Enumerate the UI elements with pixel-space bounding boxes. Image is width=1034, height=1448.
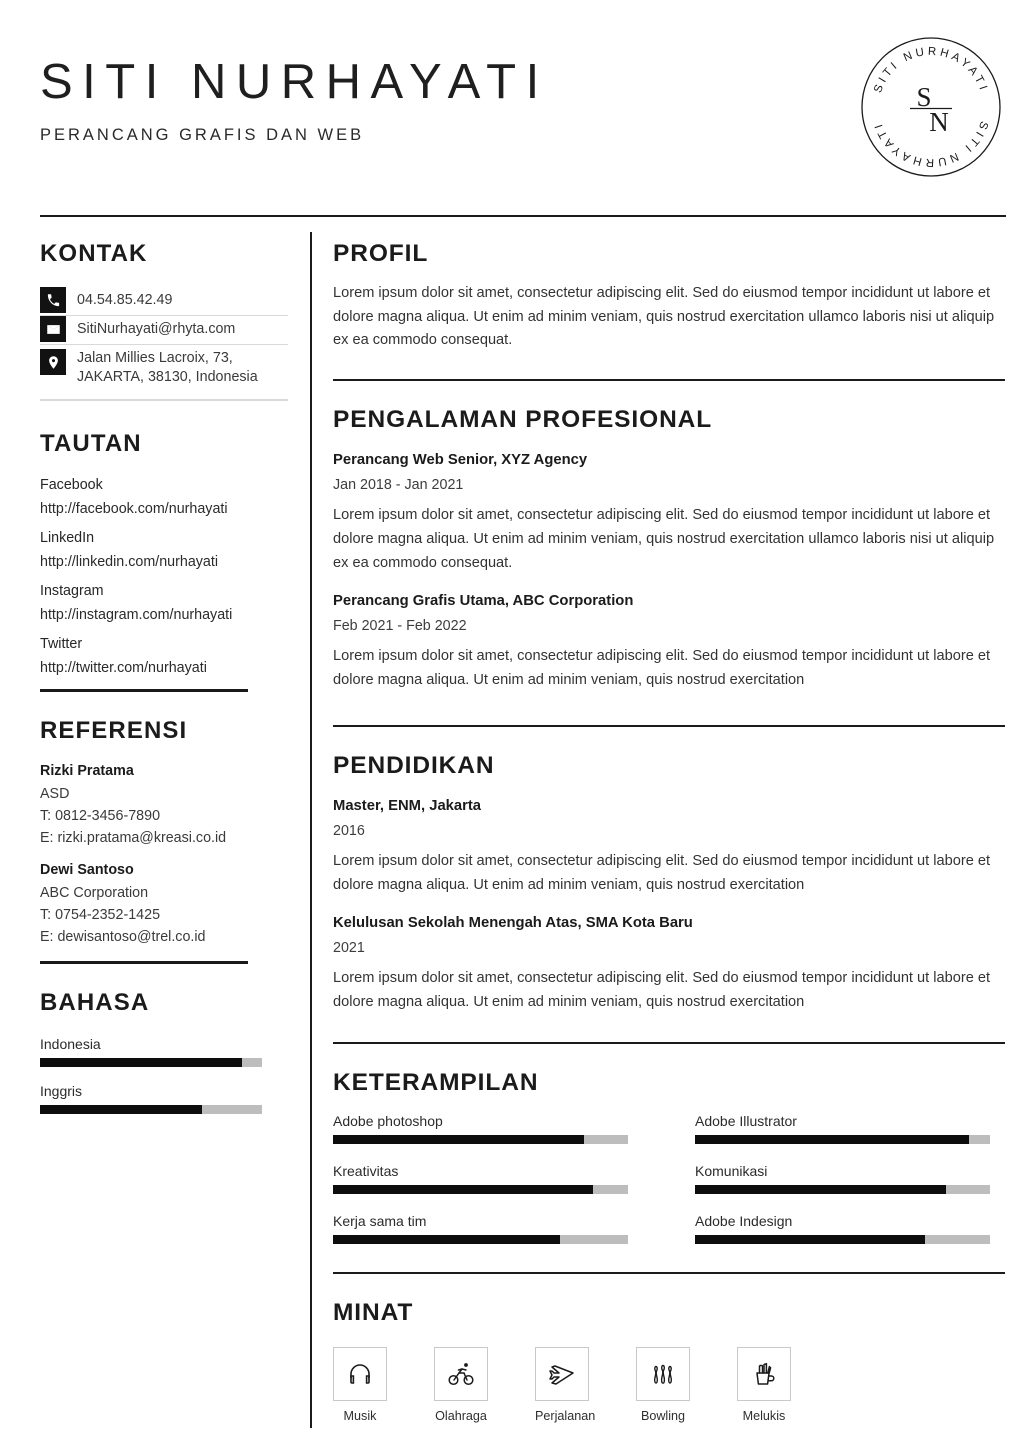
reference-phone: T: 0812-3456-7890: [40, 808, 161, 825]
education-description: Lorem ipsum dolor sit amet, consectetur adipiscing elit. Sed do eiusmod tempor incididunt ut labore et dolore magna aliqua. Ut enim ad minim veniam, quis nostrud exercitation: [333, 852, 991, 893]
link-url[interactable]: http://linkedin.com/nurhayati: [40, 554, 219, 571]
contact-phone-value: 04.54.85.42.49: [77, 292, 173, 309]
skill-meter: [695, 1135, 990, 1144]
svg-text:S: S: [916, 82, 932, 112]
skill-item: [695, 1163, 990, 1194]
experience-title: Perancang Grafis Utama, ABC Corporation: [333, 593, 634, 610]
link-item: [40, 530, 288, 570]
skill-meter: [333, 1185, 628, 1194]
column-divider: [310, 232, 312, 1428]
circular-monogram-badge: [856, 32, 1006, 182]
address-line-1: Jalan Millies Lacroix, 73,: [77, 350, 233, 367]
envelope-icon: [40, 316, 66, 342]
experience-title: Perancang Web Senior, XYZ Agency: [333, 452, 588, 469]
skills-grid: [333, 1113, 1005, 1244]
interest-item: [535, 1347, 596, 1424]
skill-label: Komunikasi: [695, 1162, 768, 1179]
interest-label: Melukis: [742, 1409, 786, 1424]
language-meter: [40, 1105, 262, 1114]
skill-label: Kreativitas: [333, 1162, 399, 1179]
reference-company: ASD: [40, 786, 70, 803]
phone-icon: [40, 287, 66, 313]
experience-item: [333, 452, 1005, 575]
contact-email-value: SitiNurhayati@rhyta.com: [77, 321, 236, 338]
skill-item: [333, 1113, 628, 1144]
language-meter: [40, 1058, 262, 1067]
interests-row: [333, 1347, 1005, 1423]
section-heading-kontak: KONTAK: [40, 240, 148, 267]
profil-text: Lorem ipsum dolor sit amet, consectetur adipiscing elit. Sed do eiusmod tempor incididunt ut labore et dolore magna aliqua. Ut enim ad minim veniam, quis nostrud exercitation ullamco laboris nisi ut aliquip ex ea commodo consequat.: [333, 284, 995, 349]
skill-item: [333, 1213, 628, 1244]
contact-row-email: [40, 315, 288, 344]
section-heading-minat: MINAT: [333, 1299, 414, 1327]
language-meter-fill: [40, 1105, 202, 1114]
interest-label: Musik: [343, 1409, 377, 1424]
language-list: [40, 1036, 288, 1114]
reference-item: [40, 763, 288, 846]
airplane-icon: [535, 1347, 589, 1401]
link-platform: Facebook: [40, 477, 103, 494]
skill-label: Adobe photoshop: [333, 1112, 443, 1129]
link-item: [40, 636, 288, 676]
links-list: [40, 477, 288, 676]
reference-phone: T: 0754-2352-1425: [40, 907, 161, 924]
link-platform: LinkedIn: [40, 530, 95, 547]
reference-item: [40, 862, 288, 945]
section-heading-pengalaman: PENGALAMAN PROFESIONAL: [333, 406, 713, 434]
link-item: [40, 477, 288, 517]
education-title: Kelulusan Sekolah Menengah Atas, SMA Kota Baru: [333, 915, 693, 932]
paint-brush-cup-icon: [737, 1347, 791, 1401]
link-item: [40, 583, 288, 623]
section-heading-profil: PROFIL: [333, 240, 429, 267]
headphones-icon: [333, 1347, 387, 1401]
contact-row-address: [40, 344, 288, 392]
skill-meter-fill: [333, 1135, 584, 1144]
experience-date: Feb 2021 - Feb 2022: [333, 618, 467, 635]
education-date: 2016: [333, 822, 365, 839]
education-item: [333, 798, 1005, 897]
language-meter-fill: [40, 1058, 242, 1067]
section-heading-referensi: REFERENSI: [40, 716, 188, 744]
svg-text:SITI NURHAYATI: SITI NURHAYATI: [872, 45, 990, 95]
section-heading-bahasa: BAHASA: [40, 988, 150, 1016]
sidebar: [40, 241, 288, 1130]
experience-item: [333, 593, 1005, 692]
language-label: Inggris: [40, 1083, 83, 1100]
skill-item: [333, 1163, 628, 1194]
skill-meter-fill: [333, 1185, 593, 1194]
link-url[interactable]: http://facebook.com/nurhayati: [40, 501, 228, 518]
skill-item: [695, 1213, 990, 1244]
reference-email: E: rizki.pratama@kreasi.co.id: [40, 830, 227, 847]
section-heading-tautan: TAUTAN: [40, 429, 142, 457]
section-heading-keterampilan: KETERAMPILAN: [333, 1069, 539, 1096]
main-column: [333, 241, 1005, 1423]
experience-description: Lorem ipsum dolor sit amet, consectetur adipiscing elit. Sed do eiusmod tempor incididunt ut labore et dolore magna aliqua. Ut enim ad minim veniam, quis nostrud exercitation: [333, 648, 991, 688]
link-platform: Instagram: [40, 583, 104, 600]
interest-item: [333, 1347, 387, 1423]
experience-description: Lorem ipsum dolor sit amet, consectetur adipiscing elit. Sed do eiusmod tempor incididunt ut labore et dolore magna aliqua. Ut enim ad minim veniam, quis nostrud exercitation ullamco laboris nisi ut aliquip ex ea commodo consequat.: [333, 507, 995, 571]
language-item: [40, 1083, 288, 1114]
svg-text:SITI NURHAYATI: SITI NURHAYATI: [872, 119, 990, 169]
skill-label: Adobe Indesign: [695, 1212, 793, 1229]
interest-item: [434, 1347, 488, 1423]
interest-label: Bowling: [640, 1409, 686, 1424]
skill-meter: [333, 1135, 628, 1144]
skill-meter-fill: [695, 1235, 925, 1244]
skill-item: [695, 1113, 990, 1144]
interest-label: Perjalanan: [535, 1409, 596, 1424]
reference-name: Rizki Pratama: [40, 763, 134, 780]
header-divider: [40, 215, 1006, 217]
education-description: Lorem ipsum dolor sit amet, consectetur adipiscing elit. Sed do eiusmod tempor incididunt ut labore et dolore magna aliqua. Ut enim ad minim veniam, quis nostrud exercitation: [333, 970, 991, 1010]
contact-row-phone: [40, 287, 288, 315]
skill-meter-fill: [333, 1235, 560, 1244]
language-label: Indonesia: [40, 1036, 101, 1053]
skill-meter-fill: [695, 1135, 969, 1144]
education-date: 2021: [333, 940, 365, 957]
contact-list: [40, 287, 288, 401]
reference-name: Dewi Santoso: [40, 862, 134, 879]
references-list: [40, 763, 288, 945]
education-item: [333, 915, 1005, 1014]
reference-email: E: dewisantoso@trel.co.id: [40, 929, 206, 946]
contact-address-value: [66, 345, 258, 392]
link-platform: Twitter: [40, 636, 83, 653]
skill-meter-fill: [695, 1185, 946, 1194]
interest-label: Olahraga: [435, 1409, 487, 1424]
job-subtitle: PERANCANG GRAFIS DAN WEB: [40, 126, 365, 144]
skill-label: Kerja sama tim: [333, 1212, 427, 1229]
cyclist-icon: [434, 1347, 488, 1401]
section-heading-pendidikan: PENDIDIKAN: [333, 752, 495, 779]
link-url[interactable]: http://instagram.com/nurhayati: [40, 607, 233, 624]
page-title: SITI NURHAYATI: [40, 55, 549, 109]
link-url[interactable]: http://twitter.com/nurhayati: [40, 660, 207, 677]
interest-item: [737, 1347, 791, 1423]
svg-text:N: N: [929, 107, 949, 137]
reference-company: ABC Corporation: [40, 885, 149, 902]
document-header: [0, 0, 1034, 215]
education-title: Master, ENM, Jakarta: [333, 797, 482, 814]
skill-meter: [695, 1235, 990, 1244]
language-item: [40, 1036, 288, 1067]
interest-item: [636, 1347, 690, 1423]
experience-date: Jan 2018 - Jan 2021: [333, 477, 464, 494]
skill-meter: [333, 1235, 628, 1244]
skill-meter: [695, 1185, 990, 1194]
bowling-pins-icon: [636, 1347, 690, 1401]
map-pin-icon: [40, 349, 66, 375]
address-line-2: JAKARTA, 38130, Indonesia: [77, 369, 258, 386]
skill-label: Adobe Illustrator: [695, 1112, 797, 1129]
